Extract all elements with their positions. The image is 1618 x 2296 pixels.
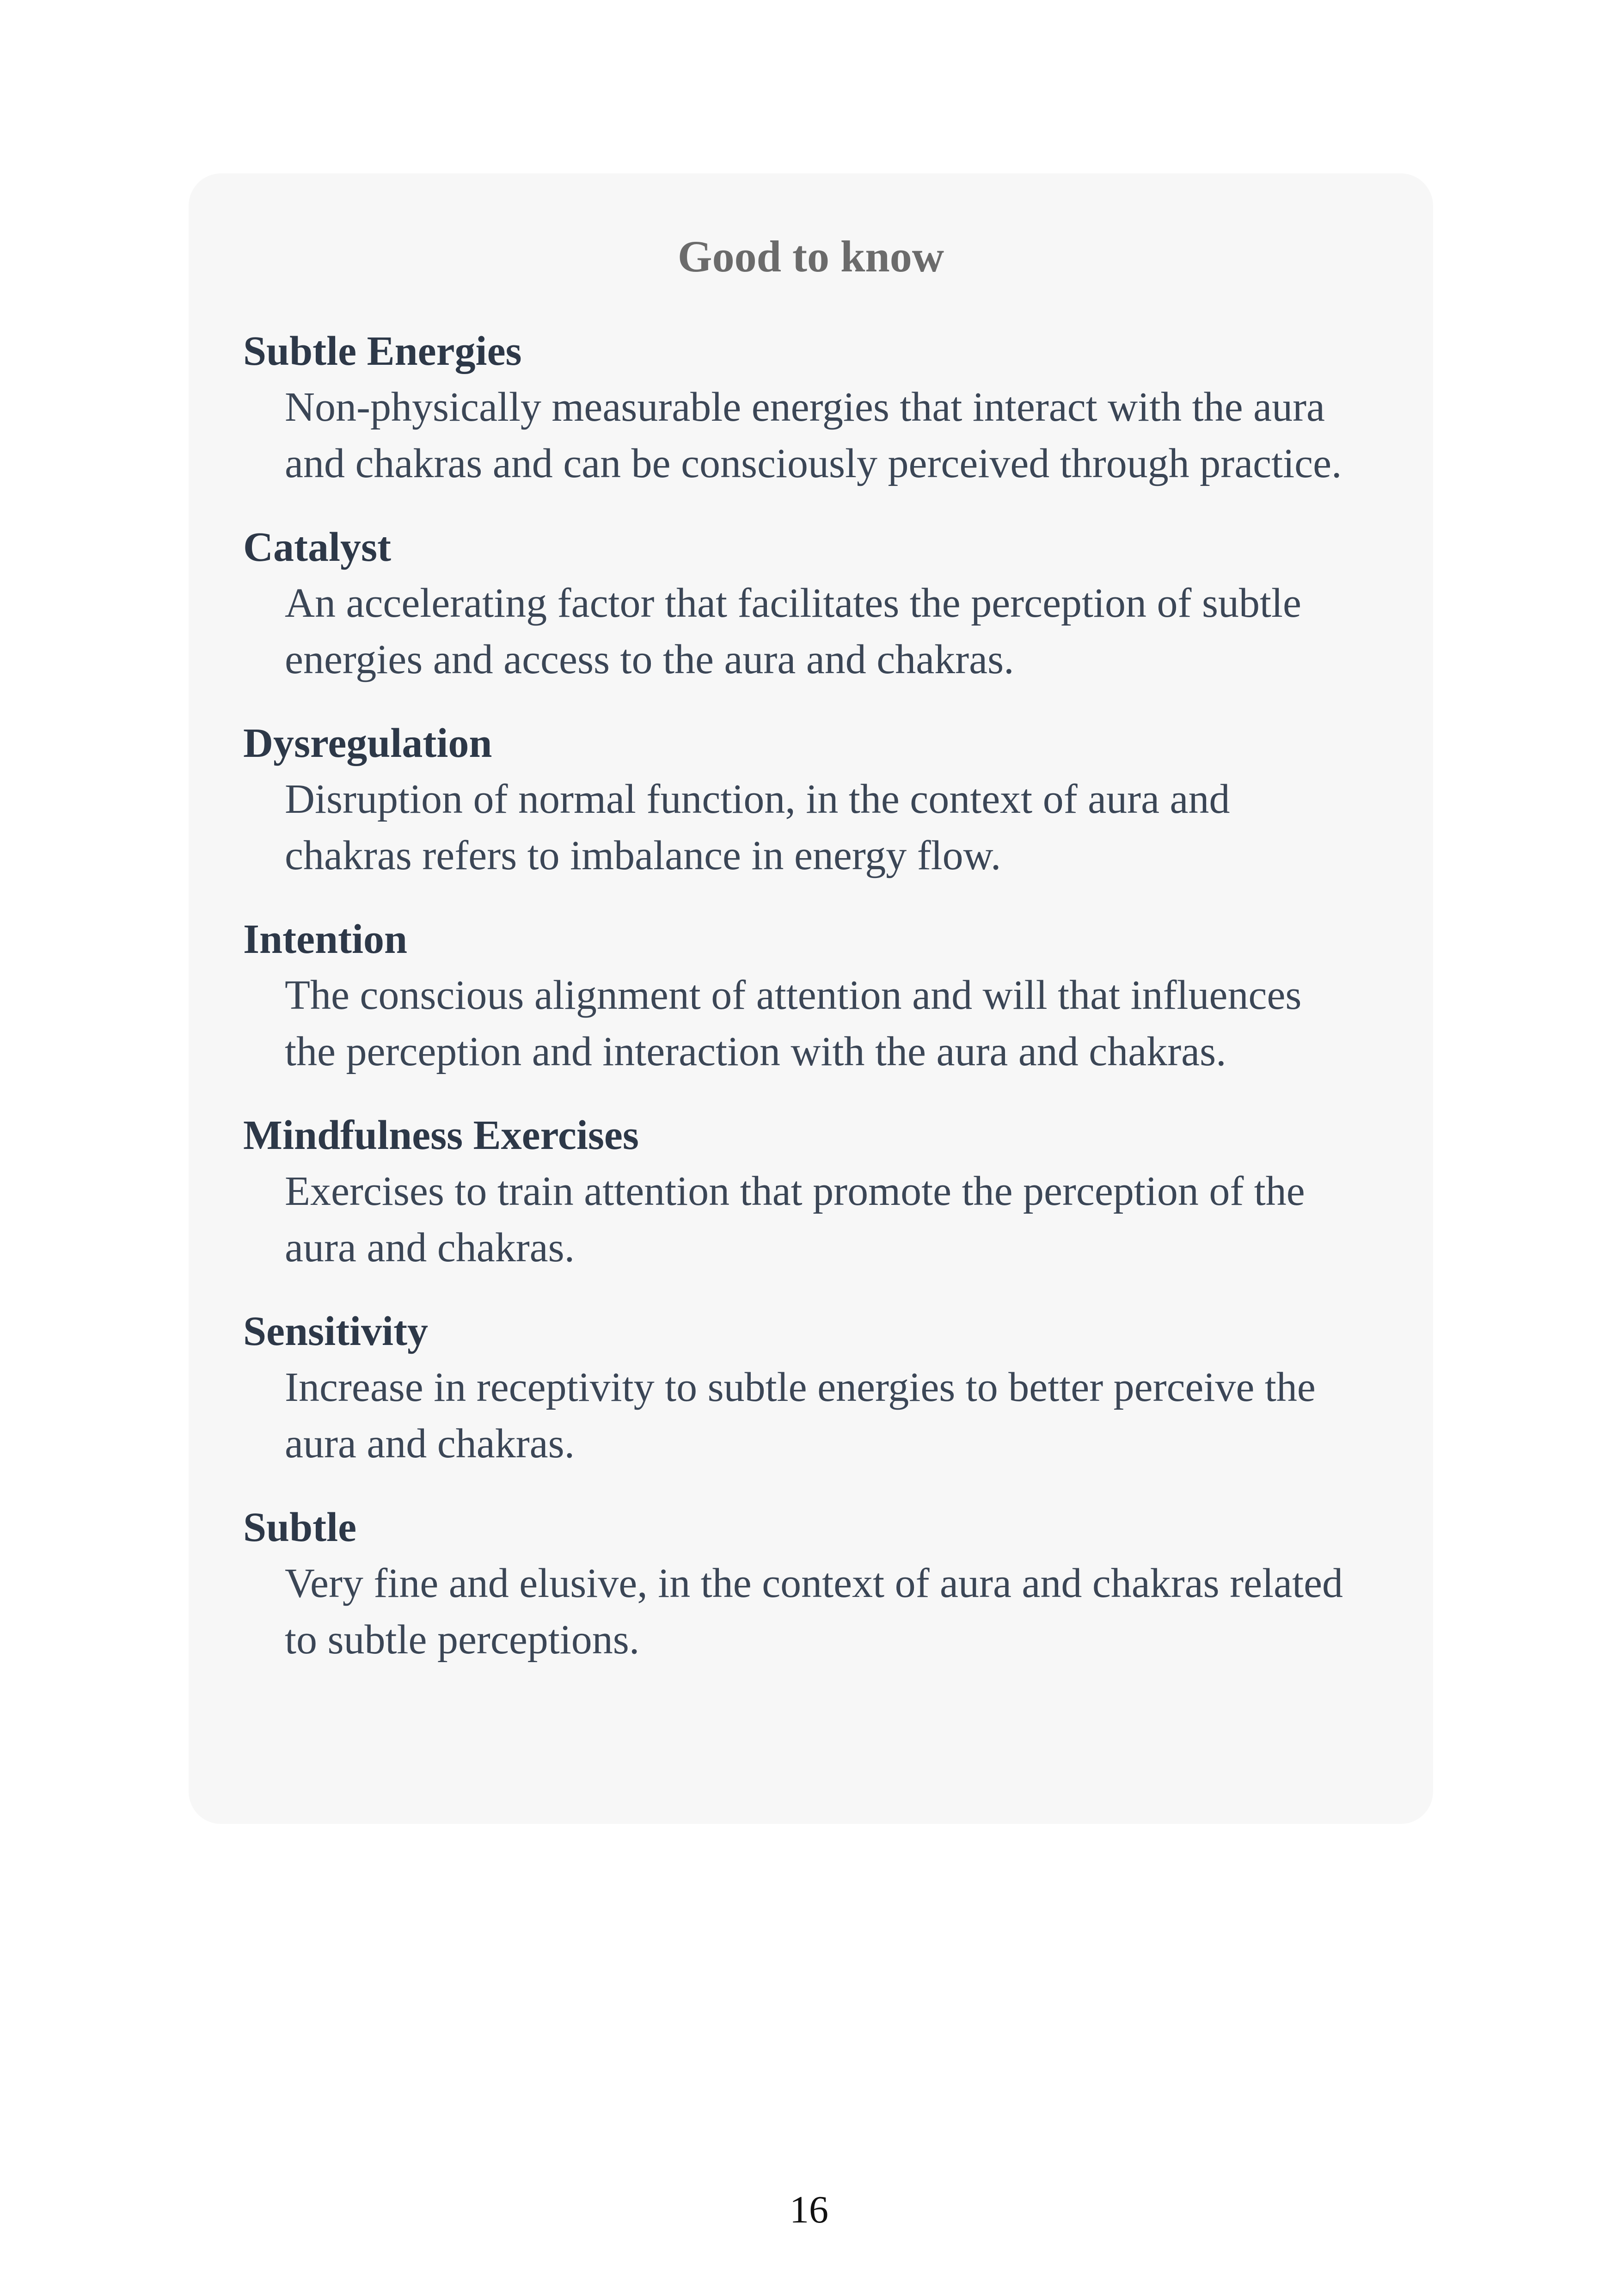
glossary-term: Intention	[243, 916, 408, 962]
glossary-definition-line: Very fine and elusive, in the context of aura and chakras related	[285, 1560, 1343, 1606]
glossary-term: Sensitivity	[243, 1308, 429, 1354]
glossary-definition-line: Exercises to train attention that promote the perception of the	[285, 1168, 1305, 1214]
glossary-definition-line: Non-physically measurable energies that interact with the aura	[285, 384, 1325, 430]
glossary-definition-line: The conscious alignment of attention and will that influences	[285, 972, 1302, 1018]
glossary-definition-line: energies and access to the aura and chakras.	[285, 637, 1014, 682]
glossary-definition-line: An accelerating factor that facilitates the perception of subtle	[285, 580, 1301, 626]
good-to-know-box	[189, 173, 1433, 1824]
glossary-term: Catalyst	[243, 524, 391, 570]
glossary-definition-line: Increase in receptivity to subtle energies to better perceive the	[285, 1364, 1316, 1410]
glossary-entry	[243, 520, 1408, 688]
glossary-definition-line: and chakras and can be consciously perceived through practice.	[285, 441, 1342, 486]
glossary-list	[243, 324, 1408, 1696]
glossary-definition-line: aura and chakras.	[285, 1225, 575, 1271]
glossary-entry	[243, 1304, 1408, 1472]
glossary-entry	[243, 912, 1408, 1080]
glossary-definition-line: Disruption of normal function, in the context of aura and	[285, 776, 1230, 822]
glossary-term: Dysregulation	[243, 720, 492, 766]
glossary-entry	[243, 716, 1408, 884]
glossary-term: Subtle	[243, 1504, 357, 1550]
glossary-definition-line: to subtle perceptions.	[285, 1617, 640, 1663]
page-number: 16	[790, 2188, 828, 2231]
box-title: Good to know	[677, 232, 944, 281]
glossary-term: Subtle Energies	[243, 328, 522, 374]
glossary-entry	[243, 1500, 1408, 1668]
glossary-definition-line: the perception and interaction with the aura and chakras.	[285, 1029, 1226, 1074]
glossary-definition-line: aura and chakras.	[285, 1421, 575, 1467]
glossary-term: Mindfulness Exercises	[243, 1112, 639, 1158]
glossary-entry	[243, 1108, 1408, 1276]
glossary-definition-line: chakras refers to imbalance in energy flow.	[285, 833, 1001, 878]
glossary-entry	[243, 324, 1408, 492]
